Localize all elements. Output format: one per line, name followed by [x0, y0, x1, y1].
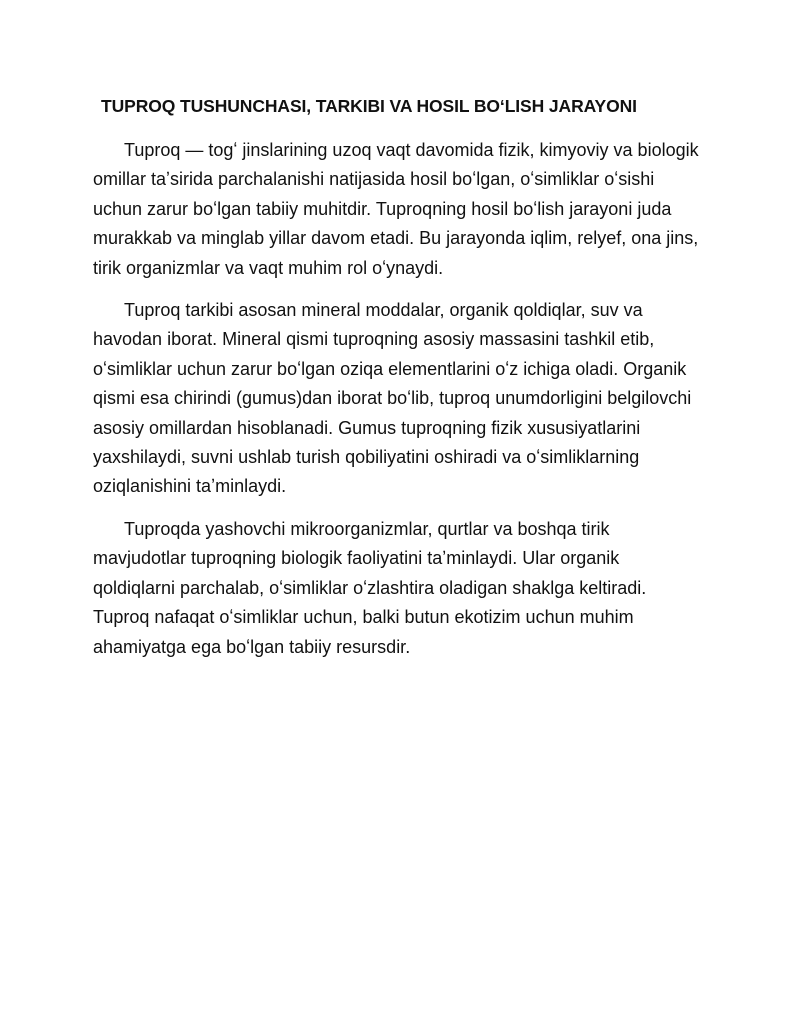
document-title: TUPROQ TUSHUNCHASI, TARKIBI VA HOSIL BOʻLISH JARAYONI: [101, 96, 637, 116]
paragraph-3: Tuproqda yashovchi mikroorganizmlar, qurtlar va boshqa tirik mavjudotlar tuproqning biologik faoliyatini taʼminlaydi. Ular organik qoldiqlarni parchalab, oʻsimliklar oʻzlashtira oladigan shaklga keltiradi. Tuproq nafaqat oʻsimliklar uchun, balki butun ekotizim uchun muhim ahamiyatga ega boʻlgan tabiiy resursdir.: [93, 518, 647, 657]
document-body: [93, 92, 703, 675]
paragraph-2: Tuproq tarkibi asosan mineral moddalar, organik qoldiqlar, suv va havodan iborat. Mineral qismi tuproqning asosiy massasini tashkil etib, oʻsimliklar uchun zarur boʻlgan oziqa elementlarini oʻz ichiga oladi. Organik qismi esa chirindi (gumus)dan iborat boʻlib, tuproq unumdorligini belgilovchi asosiy omillardan hisoblanadi. Gumus tuproqning fizik xususiyatlarini yaxshilaydi, suvni ushlab turish qobiliyatini oshiradi va oʻsimliklarning oziqlanishini taʼminlaydi.: [93, 300, 692, 497]
paragraph-1: Tuproq — togʻ jinslarining uzoq vaqt davomida fizik, kimyoviy va biologik omillar taʼsirida parchalanishi natijasida hosil boʻlgan, oʻsimliklar oʻsishi uchun zarur boʻlgan tabiiy muhitdir. Tuproqning hosil boʻlish jarayoni juda murakkab va minglab yillar davom etadi. Bu jarayonda iqlim, relyef, ona jins, tirik organizmlar va vaqt muhim rol oʻynaydi.: [93, 140, 699, 278]
